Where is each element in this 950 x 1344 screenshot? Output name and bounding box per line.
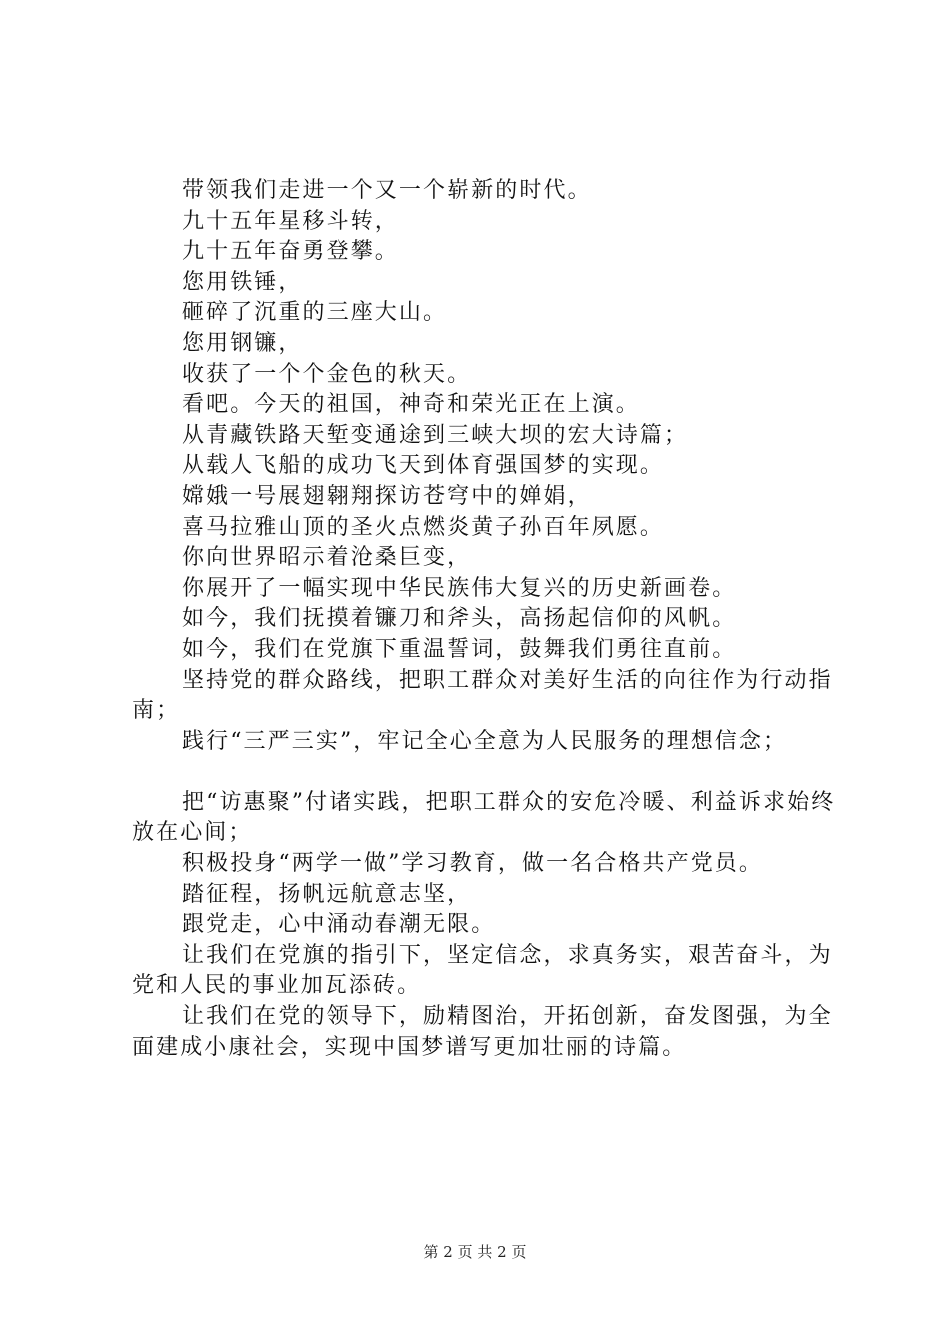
text-line-10: 从载人飞船的成功飞天到体育强国梦的实现。 (182, 453, 665, 479)
text-line-2: 九十五年星移斗转， (182, 208, 399, 234)
text-line-13: 你向世界昭示着沧桑巨变， (182, 545, 472, 571)
text-line-16: 如今，我们在党旗下重温誓词，鼓舞我们勇往直前。 (182, 636, 737, 662)
document-body (132, 176, 844, 1063)
text-line-9: 从青藏铁路天堑变通途到三峡大坝的宏大诗篇； (182, 422, 689, 448)
text-line-1: 带领我们走进一个又一个崭新的时代。 (182, 178, 592, 203)
text-line-6: 您用钢镰， (182, 330, 303, 356)
text-line-12: 喜马拉雅山顶的圣火点燃炎黄子孙百年夙愿。 (182, 514, 665, 540)
text-paragraph-23: 让我们在党旗的指引下，坚定信念，求真务实，艰苦奋斗，为党和人民的事业加瓦添砖。 (132, 942, 833, 999)
text-line-8: 看吧。今天的祖国，神奇和荣光正在上演。 (182, 392, 640, 418)
text-line-7: 收获了一个个金色的秋天。 (182, 361, 472, 387)
text-line-22: 跟党走，心中涌动春潮无限。 (182, 912, 496, 938)
text-line-3: 九十五年奋勇登攀。 (182, 239, 399, 265)
text-paragraph-17: 坚持党的群众路线，把职工群众对美好生活的向往作为行动指南； (132, 667, 833, 724)
text-paragraph-19: 把“访惠聚”付诸实践，把职工群众的安危冷暖、利益诉求始终放在心间； (132, 789, 836, 846)
page-number-indicator: 第 2 页 共 2 页 (423, 1243, 527, 1261)
text-line-11: 嫦娥一号展翅翱翔探访苍穹中的婵娟， (182, 483, 592, 509)
blank-line (132, 757, 844, 788)
text-line-21: 踏征程，扬帆远航意志坚， (182, 881, 472, 907)
page-footer (0, 1242, 950, 1262)
text-line-15: 如今，我们抚摸着镰刀和斧头，高扬起信仰的风帆。 (182, 606, 737, 632)
text-line-20: 积极投身“两学一做”学习教育，做一名合格共产党员。 (182, 851, 763, 877)
text-line-5: 砸碎了沉重的三座大山。 (182, 300, 448, 326)
text-line-14: 你展开了一幅实现中华民族伟大复兴的历史新画卷。 (182, 575, 737, 601)
text-line-4: 您用铁锤， (182, 269, 303, 295)
text-paragraph-18: 践行“三严三实”，牢记全心全意为人民服务的理想信念； (182, 728, 788, 754)
text-paragraph-24: 让我们在党的领导下，励精图治，开拓创新，奋发图强，为全面建成小康社会，实现中国梦谱写更加壮丽的诗篇。 (132, 1004, 833, 1060)
